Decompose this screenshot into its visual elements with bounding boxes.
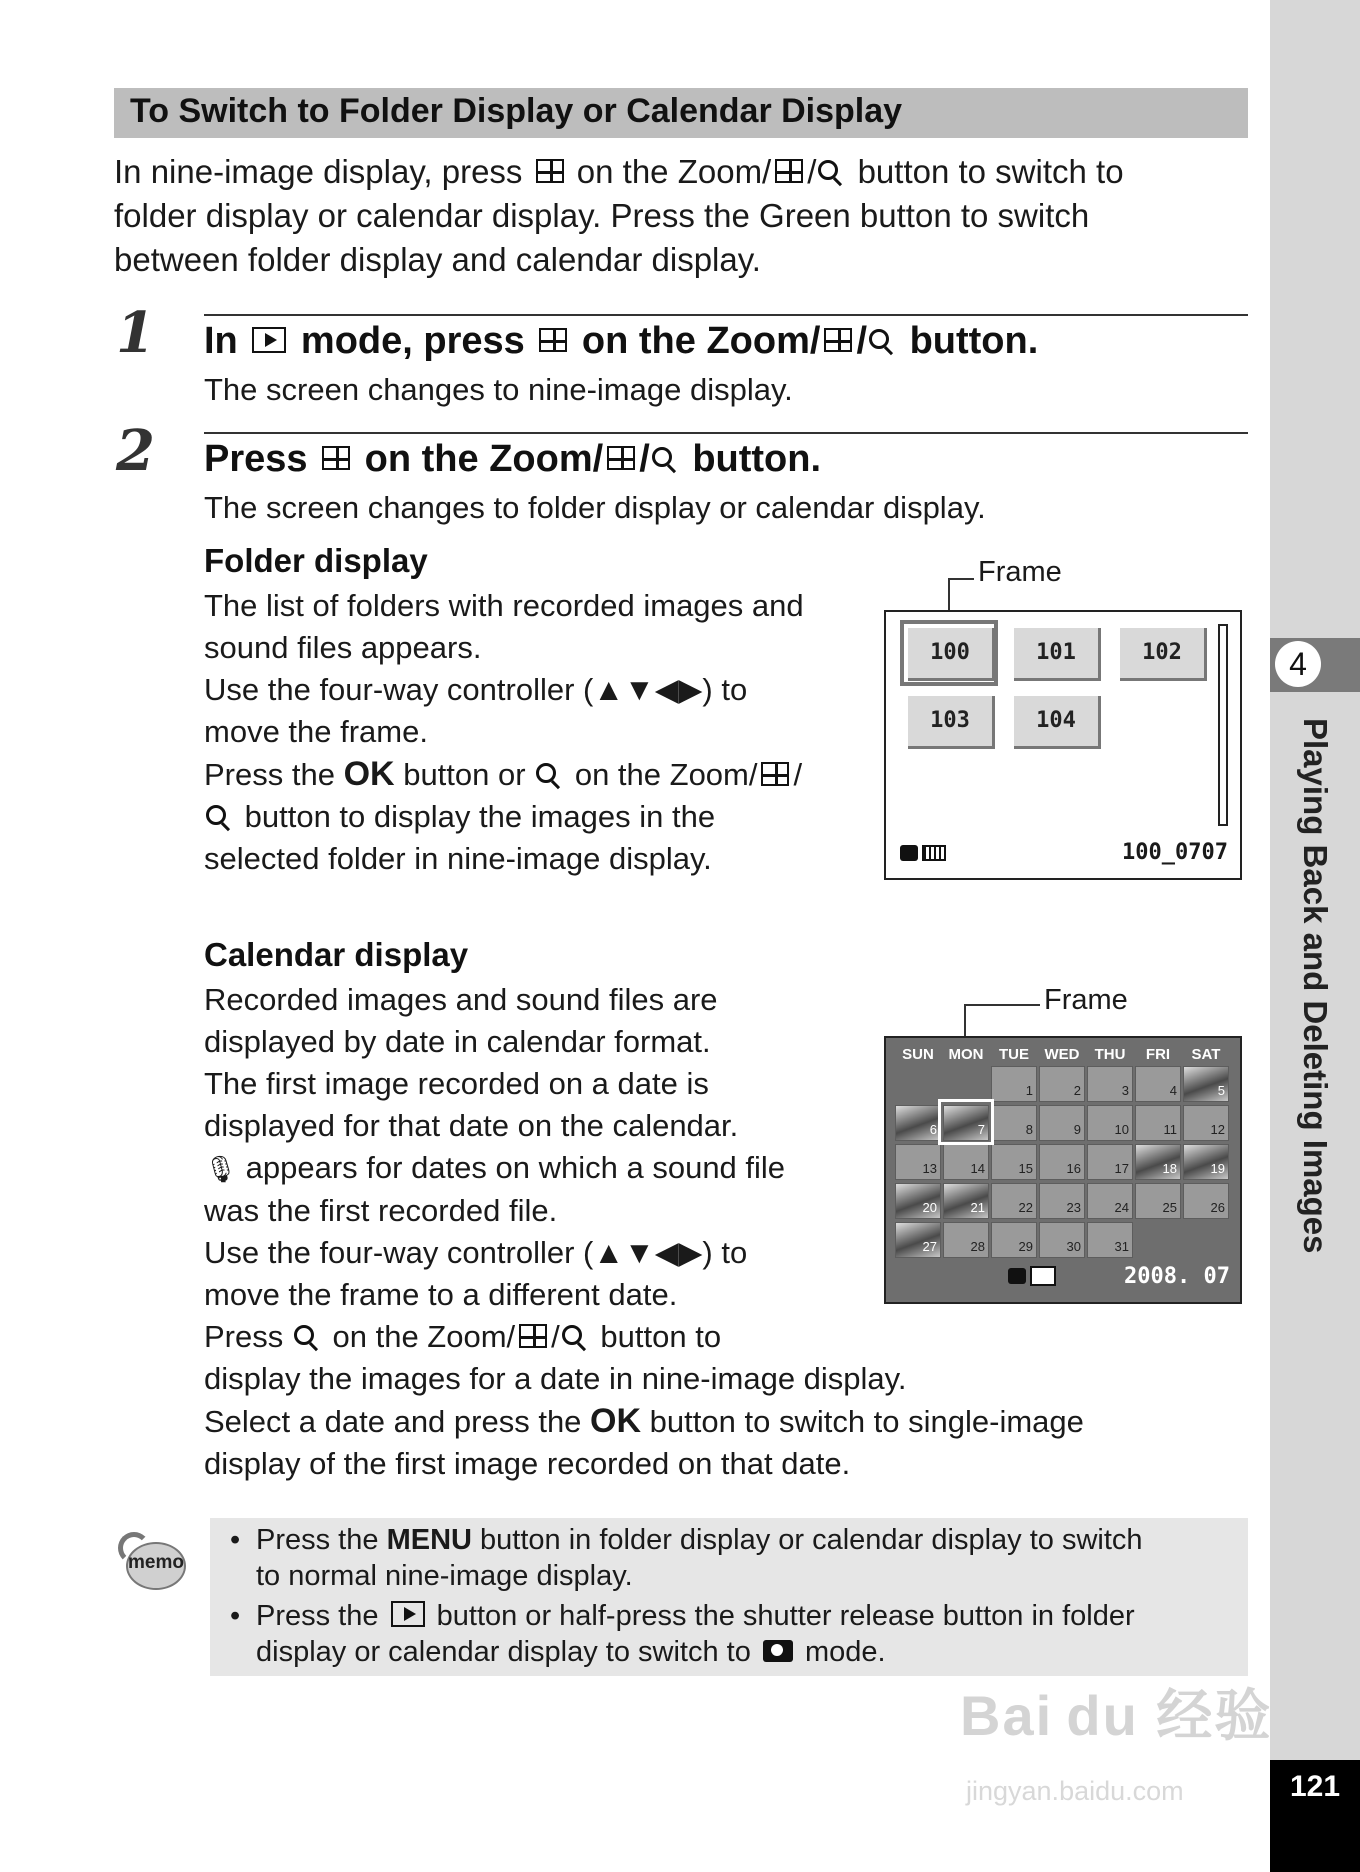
magnify-icon <box>869 329 889 349</box>
page-number: 121 <box>1289 1770 1341 1803</box>
calendar-date-number: 15 <box>1018 1161 1033 1176</box>
calendar-date-cell <box>1183 1183 1229 1219</box>
calendar-date-number: 23 <box>1066 1200 1081 1215</box>
calendar-mode-icon <box>922 845 946 861</box>
thumbnail-grid-icon <box>536 159 564 183</box>
calendar-date-cell <box>895 1144 941 1180</box>
calendar-date-number: 29 <box>1018 1239 1033 1254</box>
folder-display-heading: Folder display <box>204 542 428 579</box>
calendar-date-number: 18 <box>1162 1161 1177 1176</box>
calendar-date-number: 25 <box>1162 1200 1177 1215</box>
folder-mode-icon <box>900 845 918 861</box>
calendar-date-number: 12 <box>1210 1122 1225 1137</box>
magnify-icon <box>818 160 838 180</box>
calendar-date-number: 9 <box>1073 1122 1081 1137</box>
ok-button-label: OK <box>590 1402 642 1440</box>
calendar-date-cell <box>1087 1105 1133 1141</box>
calendar-day-header: THU <box>1094 1046 1126 1063</box>
step2-rule <box>204 432 1248 434</box>
calendar-frame-callout: Frame <box>1044 984 1128 1016</box>
ok-button-label: OK <box>343 755 395 793</box>
watermark-logo: Bai du 经验 <box>960 1684 1273 1747</box>
microphone-icon: 🎙 <box>204 1154 238 1184</box>
magnify-icon <box>206 805 226 825</box>
magnify-icon <box>294 1325 314 1345</box>
section-title: To Switch to Folder Display or Calendar Display <box>130 92 903 130</box>
calendar-date-number: 14 <box>970 1161 985 1176</box>
calendar-date-number: 5 <box>1217 1083 1225 1098</box>
folder-100: 100 <box>908 628 995 681</box>
calendar-date-number: 6 <box>929 1122 937 1137</box>
calendar-date-number: 28 <box>970 1239 985 1254</box>
calendar-date-number: 19 <box>1210 1161 1225 1176</box>
magnify-icon <box>536 763 556 783</box>
calendar-date-number: 11 <box>1163 1122 1177 1137</box>
calendar-date-cell <box>1135 1066 1181 1102</box>
folder-code: 100_0707 <box>1122 840 1228 865</box>
calendar-display-text: Recorded images and sound files are displayed by date in calendar format. The first image recorded on a date is displayed for that date on the calendar. 🎙 appears for dates on which a sound file was the first recorded file. Use the four-way controller (▲▼◀▶) to move the frame to a different date. Press on the Zoom/ / button to display the images for a date in nine-image display. Select a date and press the OK button to switch to single-image display of the first image recorded on that date. <box>204 982 1084 1481</box>
calendar-date-number: 22 <box>1018 1200 1033 1215</box>
folder-frame-callout: Frame <box>978 556 1062 588</box>
calendar-date-cell <box>1039 1066 1085 1102</box>
watermark-url: jingyan.baidu.com <box>966 1776 1184 1806</box>
chapter-number: 4 <box>1275 641 1321 687</box>
thumbnail-grid-icon <box>775 159 803 183</box>
folder-101: 101 <box>1014 628 1101 681</box>
folder-display-screen <box>884 610 1242 880</box>
folder-103: 103 <box>908 696 995 749</box>
calendar-date-number: 8 <box>1025 1122 1033 1137</box>
memo-bullet-2: • Press the button or half-press the shutter release button in folder display or calendar display to switch to mode. <box>230 1600 1135 1668</box>
calendar-day-header: FRI <box>1145 1046 1171 1063</box>
calendar-date-cell <box>1183 1105 1229 1141</box>
calendar-date-cell <box>1039 1144 1085 1180</box>
step2-number: 2 <box>116 418 155 484</box>
calendar-date-cell <box>991 1183 1037 1219</box>
calendar-display-screen <box>884 1036 1242 1304</box>
magnify-icon <box>562 1325 582 1345</box>
magnify-icon <box>652 447 672 467</box>
thumbnail-grid-icon <box>761 762 789 786</box>
step2-heading: Press on the Zoom/ / button. <box>204 438 822 480</box>
calendar-date-cell <box>1087 1144 1133 1180</box>
display-mode-icons <box>1008 1266 1056 1286</box>
calendar-date-cell <box>991 1144 1037 1180</box>
step1-text: The screen changes to nine-image display. <box>204 372 793 407</box>
calendar-date-cell <box>1135 1144 1181 1180</box>
calendar-day-header: SAT <box>1191 1046 1221 1063</box>
calendar-date-cell <box>943 1144 989 1180</box>
menu-button-label: MENU <box>386 1524 472 1556</box>
calendar-date-cell <box>1087 1066 1133 1102</box>
calendar-date-number: 17 <box>1114 1161 1129 1176</box>
calendar-date-number: 20 <box>922 1200 937 1215</box>
calendar-date-number: 3 <box>1121 1083 1129 1098</box>
folder-mode-icon <box>1008 1268 1026 1284</box>
step1-number: 1 <box>116 300 155 366</box>
calendar-day-header: MON <box>948 1046 984 1063</box>
memo-icon: memo <box>118 1528 188 1590</box>
intro-paragraph: In nine-image display, press on the Zoom/ / button to switch to folder display or calendar display. Press the Green button to switch between folder display and calendar display. <box>114 153 1124 278</box>
calendar-date-cell <box>1135 1105 1181 1141</box>
calendar-date-number: 31 <box>1114 1239 1129 1254</box>
camera-icon <box>763 1640 793 1662</box>
calendar-display-heading: Calendar display <box>204 936 469 973</box>
thumbnail-grid-icon <box>519 1324 547 1348</box>
calendar-date-cell <box>895 1222 941 1258</box>
calendar-selection-frame <box>938 1099 994 1145</box>
thumbnail-grid-icon <box>824 328 852 352</box>
calendar-date-cell <box>1039 1105 1085 1141</box>
calendar-date-number: 26 <box>1210 1200 1225 1215</box>
callout-line <box>948 578 974 580</box>
chapter-title: Playing Back and Deleting Images <box>1297 718 1334 1254</box>
calendar-date-cell <box>1183 1066 1229 1102</box>
folder-102: 102 <box>1120 628 1207 681</box>
calendar-date-cell <box>991 1222 1037 1258</box>
calendar-date-number: 10 <box>1114 1122 1129 1137</box>
calendar-date-number: 2 <box>1073 1083 1081 1098</box>
calendar-date-number: 13 <box>922 1161 937 1176</box>
calendar-date-number: 30 <box>1066 1239 1081 1254</box>
calendar-date-number: 16 <box>1066 1161 1081 1176</box>
calendar-date-cell <box>991 1105 1037 1141</box>
calendar-date-number: 4 <box>1169 1083 1177 1098</box>
calendar-date-number: 21 <box>970 1200 985 1215</box>
calendar-date-cell <box>895 1183 941 1219</box>
calendar-date-cell <box>1183 1144 1229 1180</box>
callout-line <box>964 1004 1040 1006</box>
folder-icon <box>1030 1266 1056 1286</box>
thumbnail-grid-icon <box>322 446 350 470</box>
calendar-date-cell <box>895 1105 941 1141</box>
display-mode-icons <box>900 844 946 862</box>
calendar-day-header: WED <box>1044 1046 1080 1063</box>
folder-104: 104 <box>1014 696 1101 749</box>
playback-icon <box>252 327 286 353</box>
calendar-date-number: 1 <box>1025 1083 1033 1098</box>
calendar-date-number: 27 <box>922 1239 937 1254</box>
calendar-date-number: 24 <box>1114 1200 1129 1215</box>
calendar-date-cell <box>1135 1183 1181 1219</box>
step2-text: The screen changes to folder display or calendar display. <box>204 490 986 525</box>
thumbnail-grid-icon <box>607 446 635 470</box>
calendar-day-header: SUN <box>902 1046 934 1063</box>
memo-bullet-1: • Press the MENU button in folder display or calendar display to switch to normal nine-image display. <box>230 1524 1143 1592</box>
calendar-date-cell <box>1039 1222 1085 1258</box>
calendar-date-cell <box>1087 1222 1133 1258</box>
calendar-date-cell <box>943 1183 989 1219</box>
thumbnail-grid-icon <box>539 328 567 352</box>
calendar-date-number: 7 <box>977 1122 985 1137</box>
step1-rule <box>204 314 1248 316</box>
playback-icon <box>391 1601 425 1627</box>
calendar-date-cell <box>1087 1183 1133 1219</box>
calendar-date-cell <box>1039 1183 1085 1219</box>
scrollbar <box>1218 624 1228 826</box>
folder-display-text: The list of folders with recorded images and sound files appears. Use the four-way controller (▲▼◀▶) to move the frame. Press the OK button or on the Zoom/ / button to display the images in the selected folder in nine-image display. <box>204 588 804 876</box>
calendar-month-label: 2008. 07 <box>1124 1264 1230 1289</box>
calendar-date-cell <box>991 1066 1037 1102</box>
step1-heading: In mode, press on the Zoom/ / button. <box>204 320 1039 362</box>
calendar-day-header: TUE <box>999 1046 1029 1063</box>
calendar-date-cell <box>943 1222 989 1258</box>
